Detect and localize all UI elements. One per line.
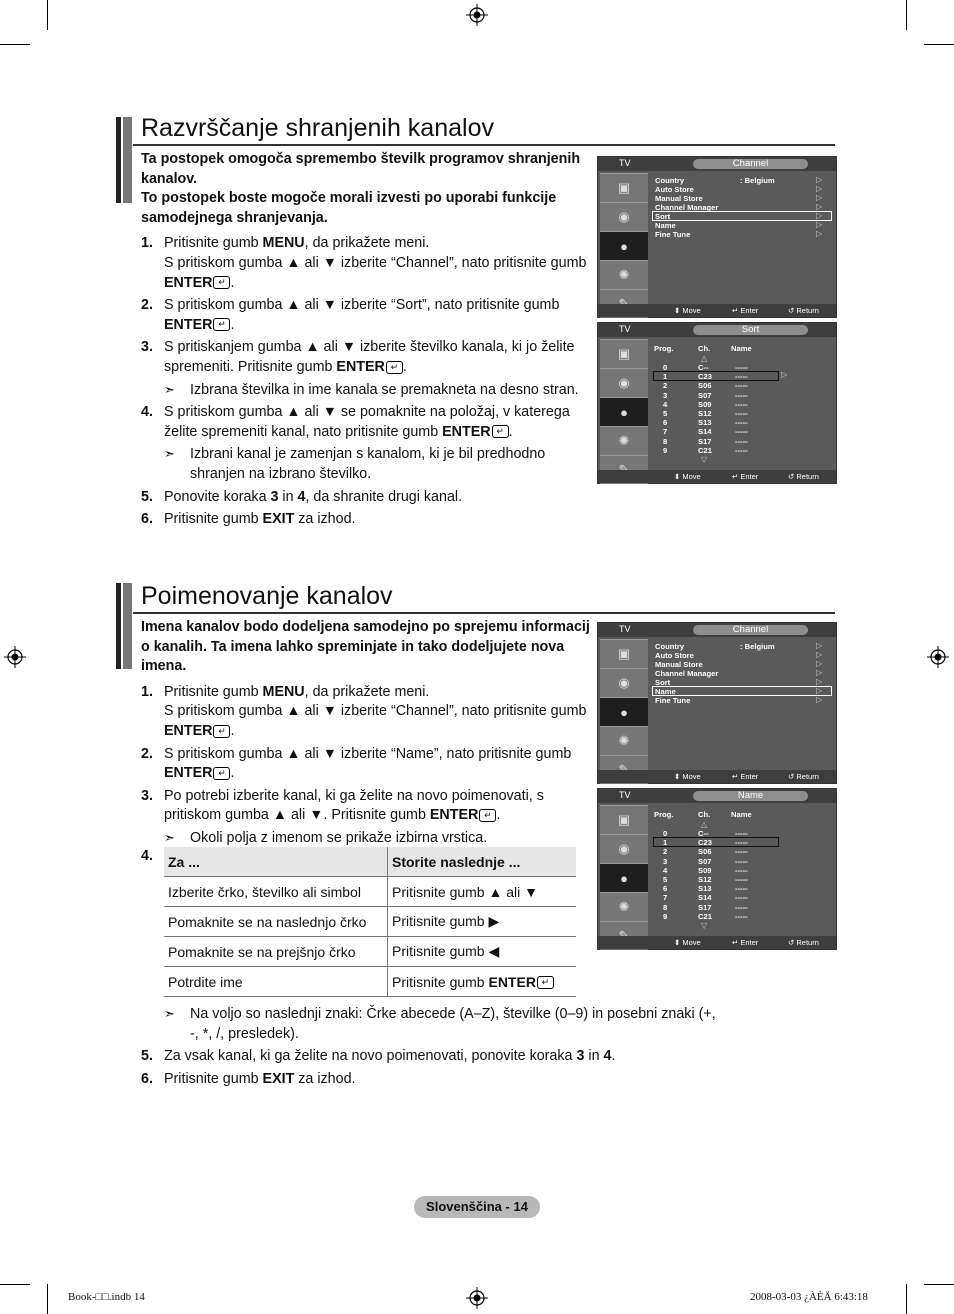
menu-category-icon: ◉: [600, 202, 648, 231]
step-item: [141, 745, 591, 784]
menu-category-icon: ●: [600, 863, 648, 892]
channel-name: -----: [735, 847, 748, 857]
menu-item: Fine Tune: [655, 696, 691, 705]
menu-category-icon: ▣: [600, 805, 648, 834]
move-hint: ⬍ Move: [674, 306, 701, 315]
step-number: 4.: [141, 848, 153, 864]
move-hint: ⬍ Move: [674, 938, 701, 947]
crop-mark: [906, 0, 907, 30]
prog-number: 0: [663, 363, 668, 372]
channel-name: -----: [735, 893, 748, 903]
note: [164, 445, 591, 484]
crop-mark: [906, 1284, 907, 1314]
crop-mark: [924, 44, 954, 45]
section-title-name: Poimenovanje kanalov: [141, 582, 393, 610]
channel-name: -----: [735, 884, 748, 894]
channel-name: -----: [735, 418, 748, 428]
crop-mark: [47, 0, 48, 30]
registration-mark-icon: [4, 646, 26, 668]
channel-code: S09: [698, 399, 712, 409]
menu-item: Fine Tune: [655, 230, 691, 239]
section-rule: [133, 612, 835, 614]
step-item: [141, 234, 591, 293]
intro-text: To postopek boste mogoče morali izvesti po uporabi funkcije samodejnega shranjevanja.: [141, 190, 557, 226]
prog-number: 7: [663, 893, 668, 903]
step-number: 4.: [141, 404, 153, 421]
prog-number: 6: [663, 418, 668, 428]
screen-footer: [598, 936, 836, 949]
menu-item: Country: [655, 642, 685, 651]
step-text: Pritisnite gumb MENU, da prikažete meni. S pritiskom gumba ▲ ali ▼ izberite “Channel”, nato pritisnite gumb ENTER ↵ .: [164, 683, 587, 739]
screen-footer: [598, 770, 836, 783]
menu-item: Channel Manager: [655, 203, 719, 212]
right-arrow-icon: ▷: [816, 202, 823, 211]
channel-code: S13: [698, 418, 712, 428]
channel-code: S09: [698, 865, 712, 875]
menu-category-icon: ◉: [600, 668, 648, 697]
step-item: [141, 1047, 721, 1067]
menu-category-icon: ✺: [600, 892, 648, 921]
step-text: Za vsak kanal, ki ga želite na novo poimenovati, ponovite koraka 3 in 4.: [164, 1048, 616, 1065]
tv-menu-sort-list: [597, 322, 837, 484]
menu-item: Manual Store: [655, 660, 703, 669]
screen-footer: [598, 304, 836, 317]
channel-code: S17: [698, 902, 712, 912]
channel-name: -----: [735, 381, 748, 391]
channel-name: -----: [735, 363, 748, 372]
up-arrow-icon: △: [701, 820, 708, 829]
table-cell: Pritisnite gumb ◀: [388, 937, 577, 967]
prog-number: 1: [663, 838, 668, 848]
step-number: 5.: [141, 1048, 153, 1065]
enter-hint: ↵ Enter: [732, 938, 759, 947]
prog-number: 0: [663, 829, 668, 838]
section-bar: [116, 117, 132, 203]
steps-list: [141, 234, 591, 529]
screen-tv-label: TV: [619, 790, 631, 800]
step-item: [141, 296, 591, 335]
crop-mark: [0, 1284, 30, 1285]
menu-item: Name: [655, 221, 676, 230]
right-arrow-icon: ▷: [816, 175, 823, 184]
screen-tv-label: TV: [619, 158, 631, 168]
prog-number: 9: [663, 445, 668, 455]
step-item: [141, 488, 591, 508]
channel-name: -----: [735, 829, 748, 838]
note: [164, 381, 591, 401]
steps-list: [141, 1047, 721, 1089]
list-header: Prog.: [654, 810, 674, 819]
screen-tv-label: TV: [619, 624, 631, 634]
right-arrow-icon: ▷: [816, 668, 823, 677]
menu-category-icon: ●: [600, 231, 648, 260]
menu-category-icon: ✺: [600, 426, 648, 455]
channel-name: -----: [735, 902, 748, 912]
enter-hint: ↵ Enter: [732, 472, 759, 481]
enter-hint: ↵ Enter: [732, 306, 759, 315]
channel-code: S12: [698, 875, 712, 884]
step-text: Po potrebi izberite kanal, ki ga želite na novo poimenovati, s pritiskom gumba ▲ ali ▼. Pritisnite gumb ENTER ↵ .: [164, 787, 544, 824]
channel-code: C21: [698, 911, 712, 921]
selection-highlight: [653, 371, 779, 381]
section2-text: [141, 618, 591, 852]
note-arrow-icon: ➣: [164, 446, 175, 462]
step-number: 1.: [141, 235, 153, 252]
up-arrow-icon: △: [701, 354, 708, 363]
list-header: Ch.: [698, 810, 711, 819]
right-arrow-icon: ▷: [816, 695, 823, 704]
menu-item: Name: [655, 687, 676, 696]
table-row: [164, 967, 576, 997]
section-title-sort: Razvrščanje shranjenih kanalov: [141, 114, 494, 142]
page-number-badge: Slovenščina - 14: [414, 1196, 540, 1218]
channel-name: -----: [735, 409, 748, 418]
table-row: [164, 937, 576, 967]
step-item: [141, 510, 591, 530]
right-arrow-icon: ▷: [816, 220, 823, 229]
right-arrow-icon: ▷: [816, 211, 823, 220]
step-item: [141, 338, 591, 377]
prog-number: 4: [663, 865, 668, 875]
screen-sidebar: [600, 805, 648, 950]
step-number: 3.: [141, 339, 153, 356]
table-cell: Pritisnite gumb ▲ ali ▼: [388, 877, 577, 907]
step-number: 1.: [141, 683, 153, 700]
menu-category-icon: ▣: [600, 339, 648, 368]
note: ➣ Na voljo so naslednji znaki: Črke abecede (A–Z), številke (0–9) in posebni znaki (+, -, *, /, presledek).: [164, 1006, 716, 1042]
channel-code: C21: [698, 445, 712, 455]
screen-sidebar: [600, 173, 648, 318]
down-arrow-icon: ▽: [701, 455, 708, 464]
return-hint: ↺ Return: [788, 772, 819, 781]
menu-item: Country: [655, 176, 685, 185]
note-text: Izbrani kanal je zamenjan s kanalom, ki je bil predhodno shranjen na izbrano številko.: [190, 446, 546, 482]
table-cell: Pritisnite gumb ▶: [388, 907, 577, 937]
prog-number: 8: [663, 436, 668, 446]
key-table: [164, 847, 576, 997]
menu-item: Auto Store: [655, 185, 694, 194]
step-text: Pritisnite gumb MENU, da prikažete meni. S pritiskom gumba ▲ ali ▼ izberite “Channel”, nato pritisnite gumb ENTER ↵ .: [164, 235, 587, 291]
move-hint: ⬍ Move: [674, 472, 701, 481]
prog-number: 6: [663, 884, 668, 894]
menu-item: Manual Store: [655, 194, 703, 203]
step-item: [141, 787, 591, 826]
step-number: 2.: [141, 745, 153, 762]
return-hint: ↺ Return: [788, 306, 819, 315]
registration-mark-icon: [927, 646, 949, 668]
list-header: Name: [731, 810, 752, 819]
right-arrow-icon: ▷: [816, 184, 823, 193]
prog-number: 8: [663, 902, 668, 912]
section-rule: [133, 144, 835, 146]
table-cell: Pritisnite gumb ENTER ↵: [388, 967, 577, 997]
step-item: [141, 683, 591, 742]
channel-name: -----: [735, 856, 748, 866]
menu-category-icon: ✺: [600, 260, 648, 289]
crop-mark: [924, 1284, 954, 1285]
prog-number: 1: [663, 372, 668, 382]
menu-category-icon: ✺: [600, 726, 648, 755]
right-arrow-icon: ▷: [816, 686, 823, 695]
note-arrow-icon: ➣: [164, 829, 175, 845]
section1-text: [141, 150, 591, 533]
intro-text: Imena kanalov bodo dodeljena samodejno po sprejemu informacij o kanalih. Ta imena lahko spreminjate in tako dodeljujete nova imena.: [141, 619, 590, 675]
tv-menu-channel-name: [597, 622, 837, 784]
prog-number: 9: [663, 911, 668, 921]
channel-code: C23: [698, 372, 712, 382]
step-number: 5.: [141, 488, 153, 505]
table-row: [164, 907, 576, 937]
selection-highlight: [652, 686, 832, 696]
right-arrow-icon: ▷: [816, 659, 823, 668]
step-text: S pritiskom gumba ▲ ali ▼ se pomaknite na položaj, v katerega želite spremeniti kanal, nato pritisnite gumb ENTER ↵ .: [164, 404, 570, 440]
prog-number: 2: [663, 381, 668, 391]
channel-name: -----: [735, 445, 748, 455]
note-text: Izbrana številka in ime kanala se premakneta na desno stran.: [190, 381, 579, 398]
step-text: S pritiskom gumba ▲ ali ▼ izberite “Name”, nato pritisnite gumb ENTER ↵ .: [164, 745, 572, 782]
channel-code: C23: [698, 838, 712, 848]
channel-code: C--: [698, 829, 709, 838]
list-header: Ch.: [698, 344, 711, 353]
menu-category-icon: ●: [600, 397, 648, 426]
list-header: Name: [731, 344, 752, 353]
right-arrow-icon: ▷: [816, 677, 823, 686]
note-arrow-icon: ➣: [164, 1006, 175, 1021]
step-text: Pritisnite gumb EXIT za izhod.: [164, 1070, 356, 1087]
down-arrow-icon: ▽: [701, 921, 708, 930]
channel-code: S06: [698, 381, 712, 391]
menu-item: Sort: [655, 678, 671, 687]
channel-code: S17: [698, 436, 712, 446]
section-bar: [116, 583, 132, 669]
screen-title: Name: [737, 790, 764, 801]
screen-title: Channel: [732, 158, 769, 169]
prog-number: 5: [663, 409, 668, 418]
right-arrow-icon: ▷: [816, 229, 823, 238]
prog-number: 5: [663, 875, 668, 884]
screen-tv-label: TV: [619, 324, 631, 334]
channel-name: -----: [735, 838, 748, 848]
right-arrow-icon: ▷: [816, 650, 823, 659]
menu-item: Sort: [655, 212, 671, 221]
channel-code: S12: [698, 409, 712, 418]
note-text: Okoli polja z imenom se prikaže izbirna vrstica.: [190, 829, 488, 846]
table-cell: Potrdite ime: [164, 967, 388, 997]
step-item: [141, 403, 591, 442]
note: [164, 829, 591, 849]
enter-hint: ↵ Enter: [732, 772, 759, 781]
menu-item: Channel Manager: [655, 669, 719, 678]
selection-highlight: [652, 211, 832, 221]
menu-item: Auto Store: [655, 651, 694, 660]
channel-code: S06: [698, 847, 712, 857]
slug-left: Book-□□.indb 14: [68, 1291, 145, 1303]
intro-text: Ta postopek omogoča spremembo številk programov shranjenih kanalov.: [141, 151, 581, 187]
channel-code: S14: [698, 427, 712, 437]
menu-category-icon: ◉: [600, 834, 648, 863]
prog-number: 3: [663, 390, 668, 400]
step-item: [141, 1070, 721, 1090]
channel-code: S07: [698, 856, 712, 866]
right-arrow-icon: ▷: [781, 370, 788, 379]
step-text: Ponovite koraka 3 in 4, da shranite drugi kanal.: [164, 488, 463, 505]
prog-number: 7: [663, 427, 668, 437]
tv-menu-name-list: [597, 788, 837, 950]
prog-number: 2: [663, 847, 668, 857]
crop-mark: [47, 1284, 48, 1314]
move-hint: ⬍ Move: [674, 772, 701, 781]
right-arrow-icon: ▷: [816, 193, 823, 202]
menu-category-icon: ▣: [600, 173, 648, 202]
step-number: 3.: [141, 787, 153, 804]
channel-code: C--: [698, 363, 709, 372]
return-hint: ↺ Return: [788, 472, 819, 481]
step-text: S pritiskom gumba ▲ ali ▼ izberite “Sort”, nato pritisnite gumb ENTER ↵ .: [164, 297, 560, 333]
return-hint: ↺ Return: [788, 938, 819, 947]
channel-name: -----: [735, 372, 748, 382]
registration-mark-icon: [466, 1287, 488, 1309]
channel-name: -----: [735, 399, 748, 409]
table-cell: Pomaknite se na prejšnjo črko: [164, 937, 388, 967]
channel-code: S07: [698, 390, 712, 400]
prog-number: 4: [663, 399, 668, 409]
step-number: 2.: [141, 297, 153, 314]
channel-name: -----: [735, 875, 748, 884]
channel-code: S13: [698, 884, 712, 894]
prog-number: 3: [663, 856, 668, 866]
right-arrow-icon: ▷: [816, 641, 823, 650]
channel-name: -----: [735, 390, 748, 400]
table-header: Za ...: [164, 847, 388, 877]
table-row: [164, 877, 576, 907]
screen-sidebar: [600, 339, 648, 484]
table-header: Storite naslednje ...: [388, 847, 577, 877]
channel-name: -----: [735, 436, 748, 446]
screen-title: Sort: [741, 324, 760, 335]
menu-category-icon: ◉: [600, 368, 648, 397]
channel-name: -----: [735, 865, 748, 875]
channel-code: S14: [698, 893, 712, 903]
country-value: : Belgium: [740, 176, 775, 185]
tv-menu-channel-sort: [597, 156, 837, 318]
screen-title: Channel: [732, 624, 769, 635]
registration-mark-icon: [466, 4, 488, 26]
channel-name: -----: [735, 427, 748, 437]
screen-sidebar: [600, 639, 648, 784]
table-cell: Pomaknite se na naslednjo črko: [164, 907, 388, 937]
channel-name: -----: [735, 911, 748, 921]
menu-category-icon: ●: [600, 697, 648, 726]
country-value: : Belgium: [740, 642, 775, 651]
menu-category-icon: ▣: [600, 639, 648, 668]
slug-right: 2008-03-03 ¿ÀÈÄ 6:43:18: [750, 1291, 868, 1303]
steps-list: [141, 683, 591, 849]
note-arrow-icon: ➣: [164, 381, 175, 397]
table-cell: Izberite črko, številko ali simbol: [164, 877, 388, 907]
crop-mark: [0, 44, 30, 45]
section2-text-after: [141, 1003, 721, 1092]
step-text: S pritiskanjem gumba ▲ ali ▼ izberite številko kanala, ki jo želite spremeniti. Pritisnite gumb ENTER ↵ .: [164, 339, 575, 375]
step-number: 6.: [141, 511, 153, 528]
screen-footer: [598, 470, 836, 483]
selection-highlight: [653, 837, 779, 847]
step-number: 6.: [141, 1070, 153, 1087]
step-text: Pritisnite gumb EXIT za izhod.: [164, 511, 356, 528]
list-header: Prog.: [654, 344, 674, 353]
